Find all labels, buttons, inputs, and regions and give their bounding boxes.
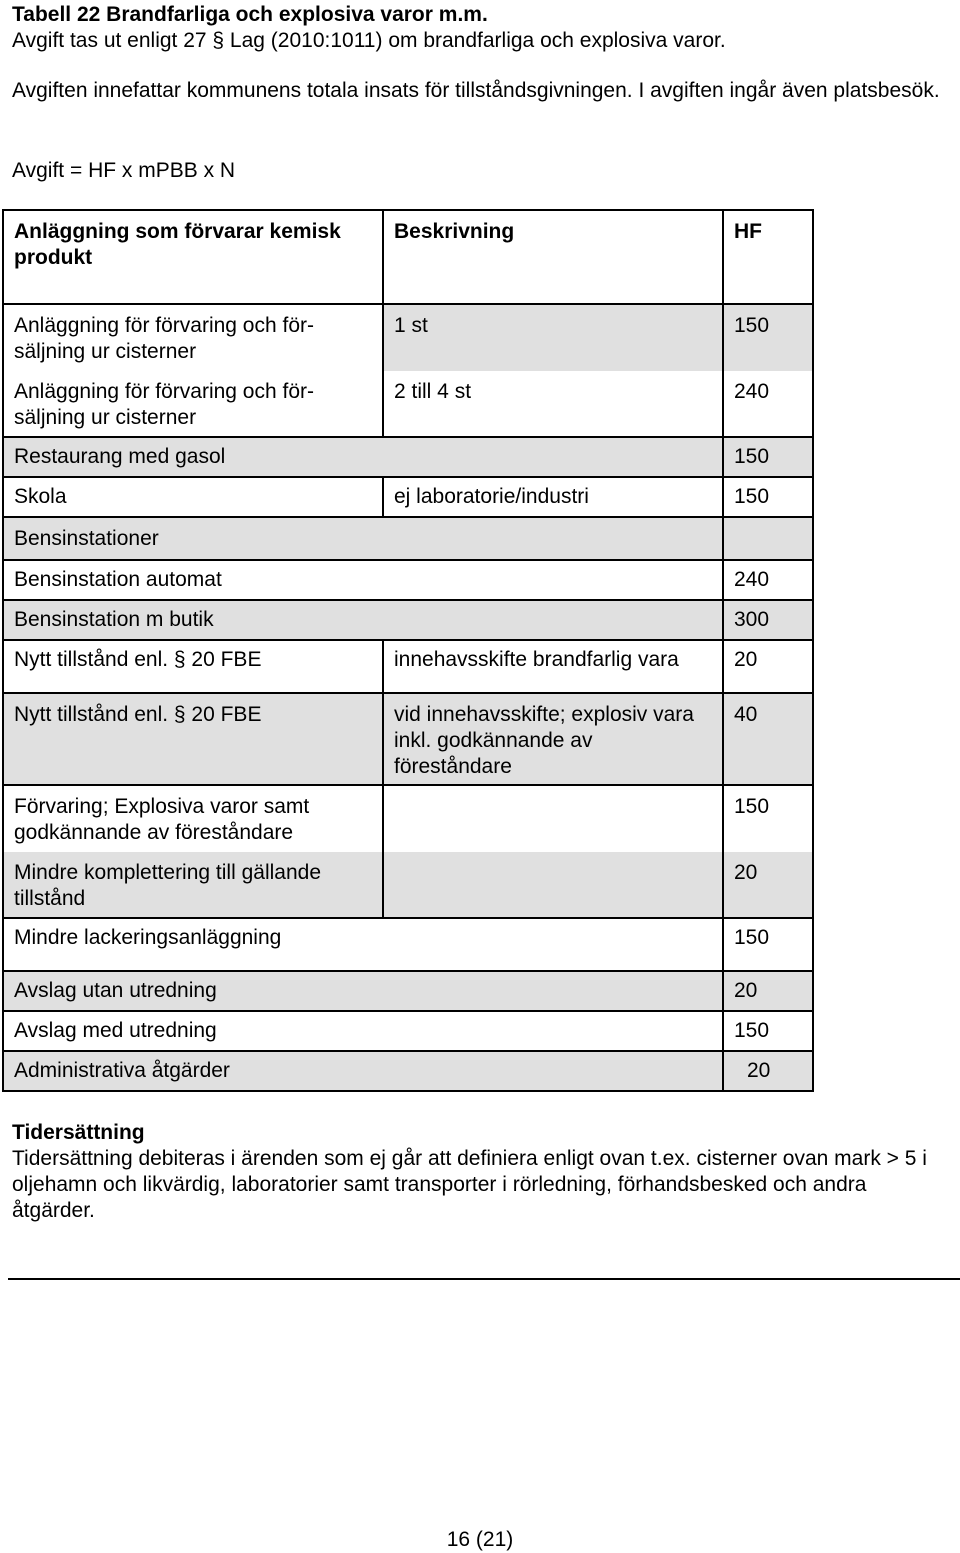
facility-cell: Avslag med utredning bbox=[3, 1011, 383, 1051]
hf-cell bbox=[723, 517, 813, 560]
table-row bbox=[3, 971, 813, 1011]
table-row bbox=[3, 918, 813, 971]
description-cell: 2 till 4 st bbox=[383, 371, 723, 437]
hf-cell: 240 bbox=[723, 560, 813, 600]
hf-cell: 20 bbox=[723, 971, 813, 1011]
table-row bbox=[3, 1051, 813, 1091]
facility-cell: Avslag utan utredning bbox=[3, 971, 383, 1011]
page-number: 16 (21) bbox=[446, 1528, 514, 1551]
table-row bbox=[3, 600, 813, 640]
legal-basis: Avgift tas ut enligt 27 § Lag (2010:1011) om brandfarliga och explosiva varor. bbox=[12, 29, 726, 52]
description-cell bbox=[383, 918, 723, 971]
table-row bbox=[3, 517, 813, 560]
table-header-row bbox=[3, 210, 813, 304]
table-row bbox=[3, 304, 813, 371]
description-cell bbox=[383, 560, 723, 600]
facility-cell: Administrativa åtgärder bbox=[3, 1051, 383, 1091]
description-cell bbox=[383, 785, 723, 852]
facility-cell: Skola bbox=[3, 477, 383, 517]
header-description: Beskrivning bbox=[383, 210, 723, 304]
hf-cell: 300 bbox=[723, 600, 813, 640]
table-row bbox=[3, 785, 813, 852]
header-hf: HF bbox=[723, 210, 813, 304]
hf-cell: 150 bbox=[723, 785, 813, 852]
fee-table bbox=[2, 209, 814, 1092]
table-row bbox=[3, 693, 813, 785]
description-cell bbox=[383, 600, 723, 640]
facility-cell: Anläggning för förvaring och för-säljning ur cisterner bbox=[3, 304, 383, 371]
header-facility: Anläggning som förvarar kemisk produkt bbox=[3, 210, 383, 304]
description-cell bbox=[383, 517, 723, 560]
description-cell: vid innehavsskifte; explosiv vara inkl. godkännande av föreståndare bbox=[383, 693, 723, 785]
facility-cell: Bensinstation m butik bbox=[3, 600, 383, 640]
hf-cell: 150 bbox=[723, 304, 813, 371]
facility-cell: Mindre komplettering till gällande tillstånd bbox=[3, 852, 383, 918]
tidersattning-text: Tidersättning debiteras i ärenden som ej går att definiera enligt ovan t.ex. cisterner ovan mark > 5 i oljehamn och likvärdig, laboratorier samt transporter i rörledning, förhandsbesked och andra åtgärder. bbox=[12, 1147, 927, 1222]
facility-cell: Förvaring; Explosiva varor samt godkännande av föreståndare bbox=[3, 785, 383, 852]
footer-divider bbox=[8, 1278, 960, 1280]
facility-cell: Restaurang med gasol bbox=[3, 437, 383, 477]
table-row bbox=[3, 852, 813, 918]
hf-cell: 150 bbox=[723, 477, 813, 517]
table-row bbox=[3, 477, 813, 517]
description-cell: 1 st bbox=[383, 304, 723, 371]
tidersattning-heading: Tidersättning bbox=[12, 1121, 145, 1144]
hf-cell: 150 bbox=[723, 437, 813, 477]
hf-cell: 40 bbox=[723, 693, 813, 785]
description-cell bbox=[383, 852, 723, 918]
description-cell: innehavsskifte brandfarlig vara bbox=[383, 640, 723, 693]
description-cell: ej laboratorie/industri bbox=[383, 477, 723, 517]
table-title: Tabell 22 Brandfarliga och explosiva varor m.m. bbox=[12, 3, 488, 26]
table-row bbox=[3, 1011, 813, 1051]
hf-cell: 20 bbox=[723, 640, 813, 693]
fee-scope: Avgiften innefattar kommunens totala insats för tillståndsgivningen. I avgiften ingår även platsbesök. bbox=[12, 79, 940, 102]
facility-cell: Bensinstation automat bbox=[3, 560, 383, 600]
facility-cell: Mindre lackeringsanläggning bbox=[3, 918, 383, 971]
table-row bbox=[3, 560, 813, 600]
fee-formula: Avgift = HF x mPBB x N bbox=[12, 159, 236, 182]
facility-cell: Bensinstationer bbox=[3, 517, 383, 560]
facility-cell: Nytt tillstånd enl. § 20 FBE bbox=[3, 640, 383, 693]
facility-cell: Nytt tillstånd enl. § 20 FBE bbox=[3, 693, 383, 785]
description-cell bbox=[383, 437, 723, 477]
table-row bbox=[3, 371, 813, 437]
hf-cell: 150 bbox=[723, 918, 813, 971]
hf-cell: 20 bbox=[723, 852, 813, 918]
table-row bbox=[3, 640, 813, 693]
facility-cell: Anläggning för förvaring och för-säljning ur cisterner bbox=[3, 371, 383, 437]
description-cell bbox=[383, 971, 723, 1011]
hf-cell: 150 bbox=[723, 1011, 813, 1051]
table-row bbox=[3, 437, 813, 477]
description-cell bbox=[383, 1011, 723, 1051]
description-cell bbox=[383, 1051, 723, 1091]
hf-cell: 20 bbox=[723, 1051, 813, 1091]
hf-cell: 240 bbox=[723, 371, 813, 437]
